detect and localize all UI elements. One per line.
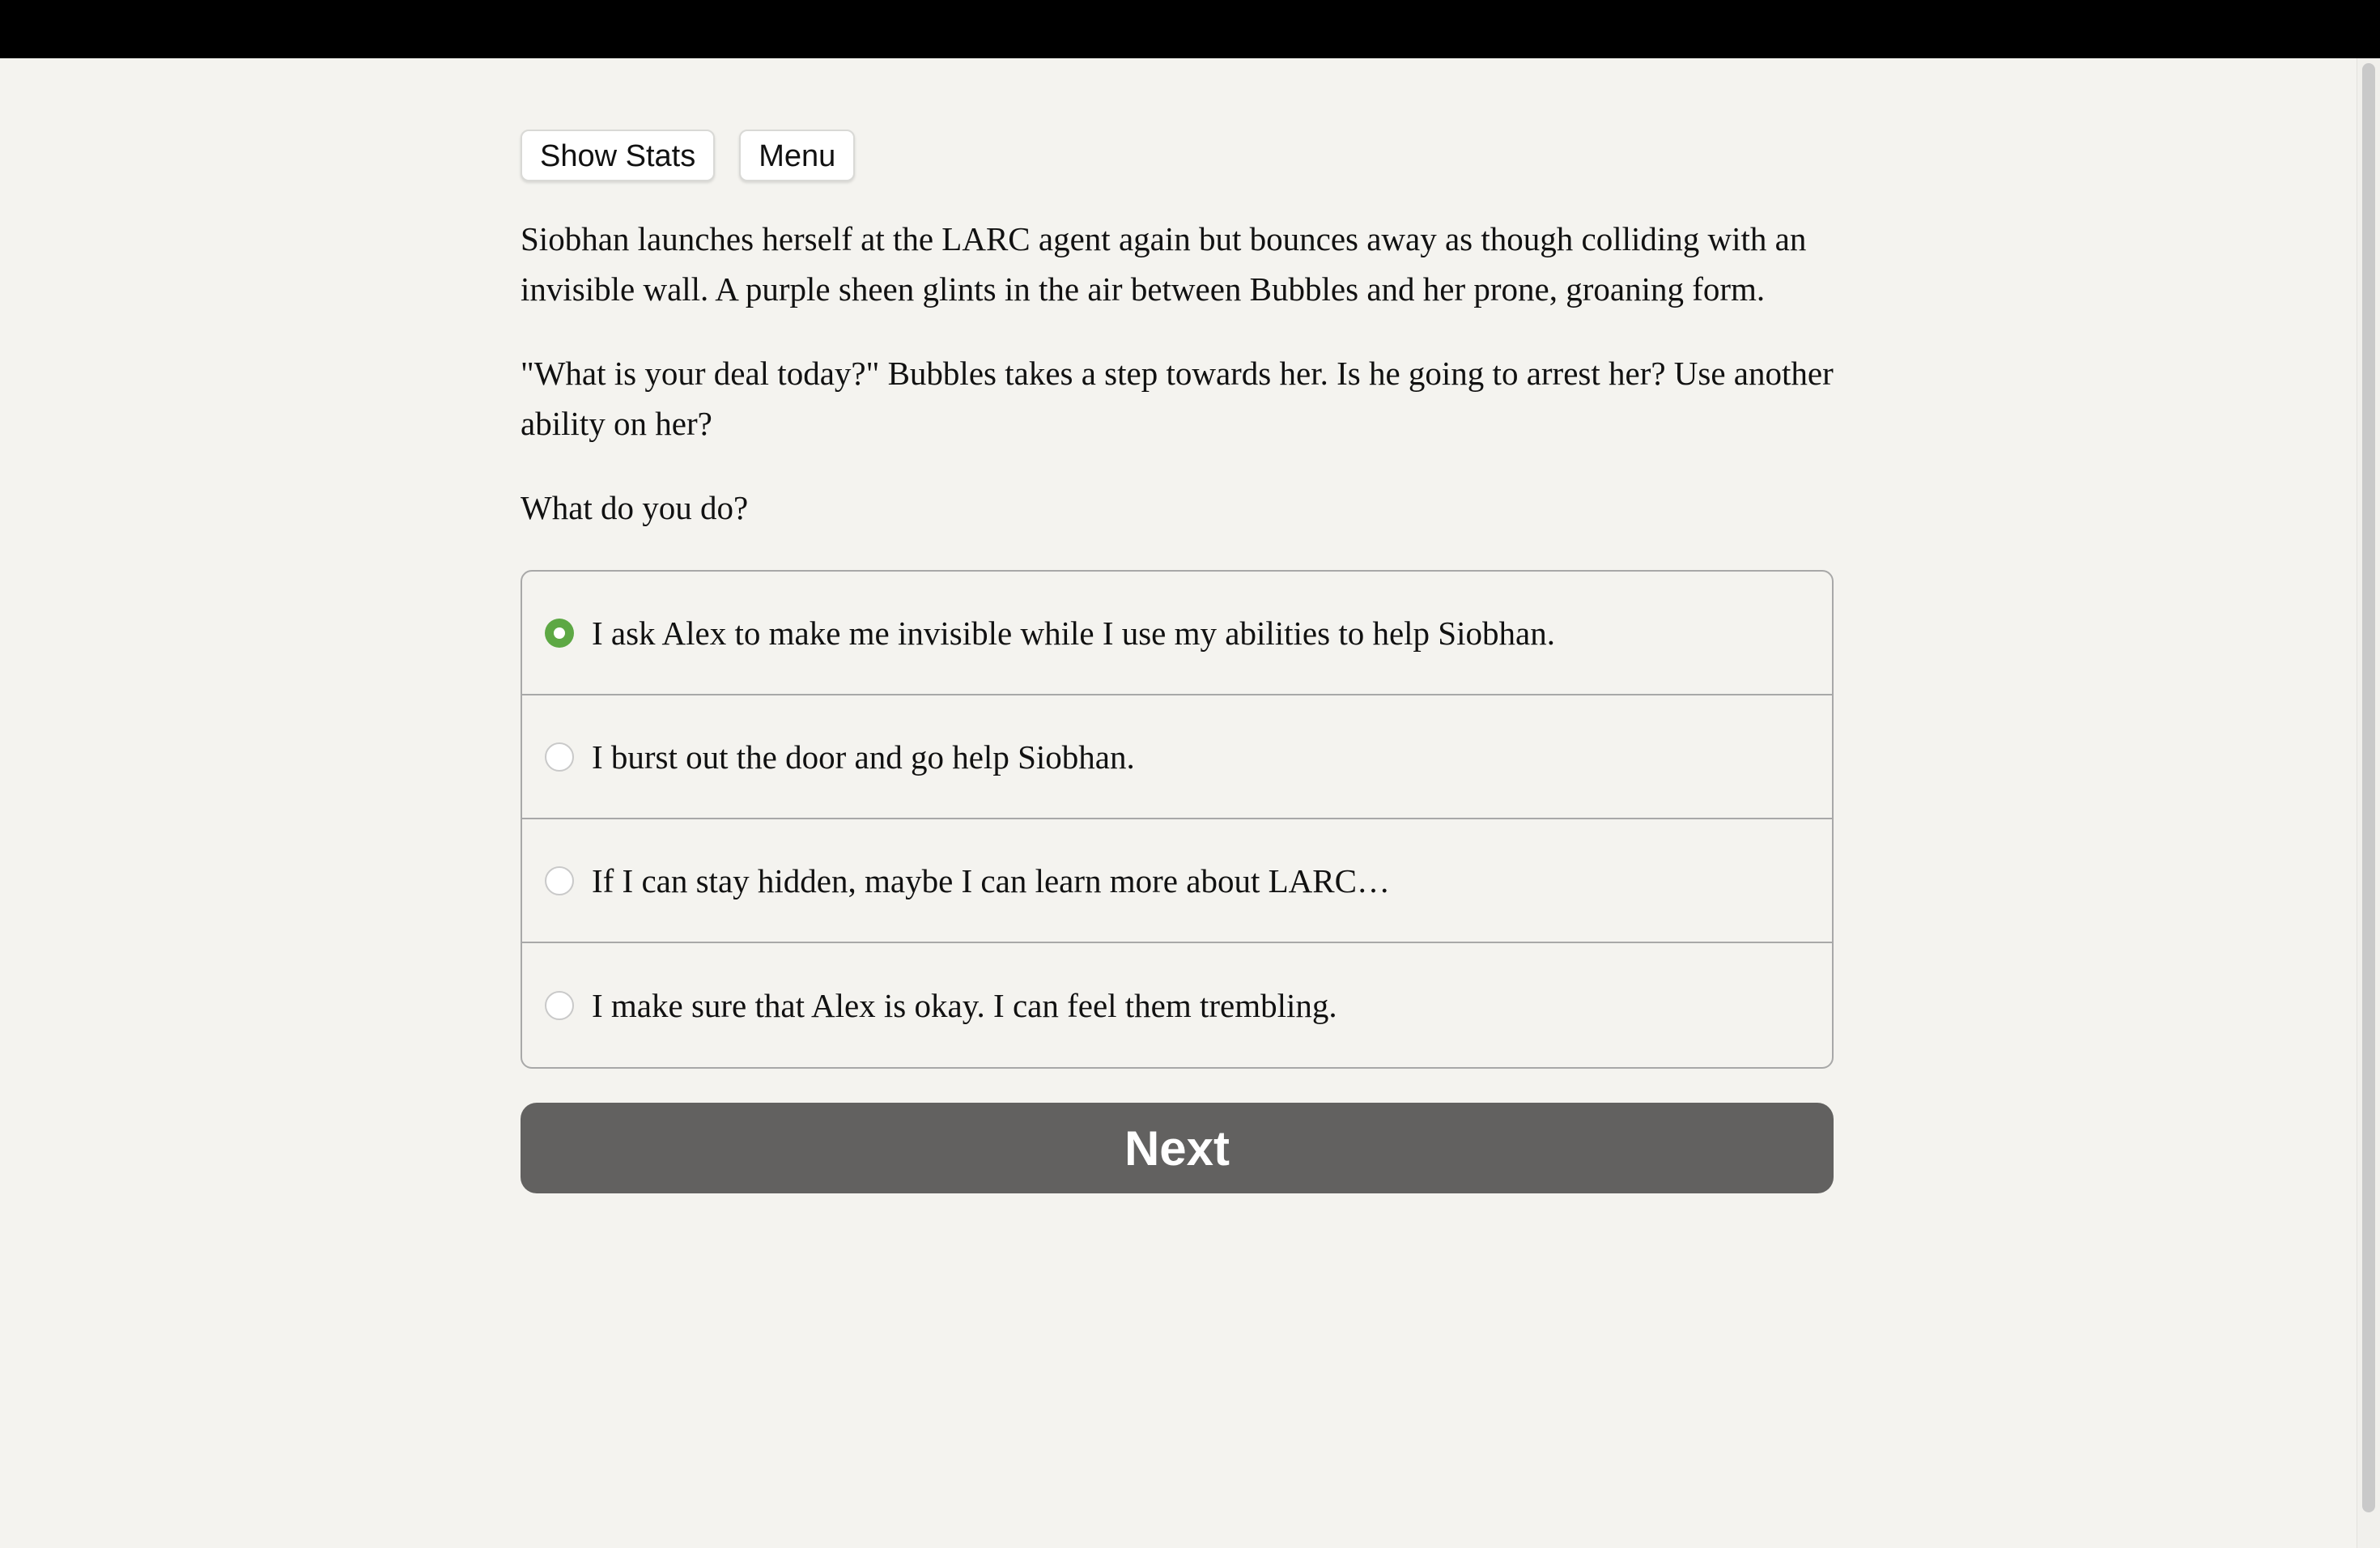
choice-option[interactable]: [522, 695, 1832, 819]
choice-option[interactable]: [522, 819, 1832, 943]
radio-unselected-icon[interactable]: [545, 742, 574, 772]
story-paragraph: Siobhan launches herself at the LARC agent again but bounces away as though colliding with an invisible wall. A purple sheen glints in the air between Bubbles and her prone, groaning form.: [521, 220, 1807, 308]
story-paragraph: "What is your deal today?" Bubbles takes a step towards her. Is he going to arrest her? Use another ability on her?: [521, 355, 1834, 442]
browser-top-bar: [0, 0, 2380, 58]
radio-selected-icon[interactable]: [545, 619, 574, 648]
choice-option[interactable]: [522, 943, 1832, 1067]
choice-label: If I can stay hidden, maybe I can learn more about LARC…: [592, 861, 1390, 899]
next-button[interactable]: Next: [521, 1103, 1834, 1193]
choice-prompt: What do you do?: [521, 489, 749, 526]
choice-label: I burst out the door and go help Siobhan.: [592, 738, 1135, 776]
choice-option[interactable]: [522, 572, 1832, 695]
choice-label: I ask Alex to make me invisible while I use my abilities to help Siobhan.: [592, 614, 1555, 652]
page-scrollbar[interactable]: [2357, 58, 2380, 1548]
story-content: [521, 130, 1834, 1193]
choice-label: I make sure that Alex is okay. I can feel them trembling.: [592, 986, 1337, 1024]
menu-button[interactable]: Menu: [739, 130, 855, 181]
toolbar: [521, 130, 1834, 181]
scrollbar-thumb[interactable]: [2362, 63, 2375, 1512]
choice-list: [521, 570, 1834, 1069]
radio-unselected-icon[interactable]: [545, 991, 574, 1020]
radio-unselected-icon[interactable]: [545, 866, 574, 895]
show-stats-button[interactable]: Show Stats: [521, 130, 715, 181]
